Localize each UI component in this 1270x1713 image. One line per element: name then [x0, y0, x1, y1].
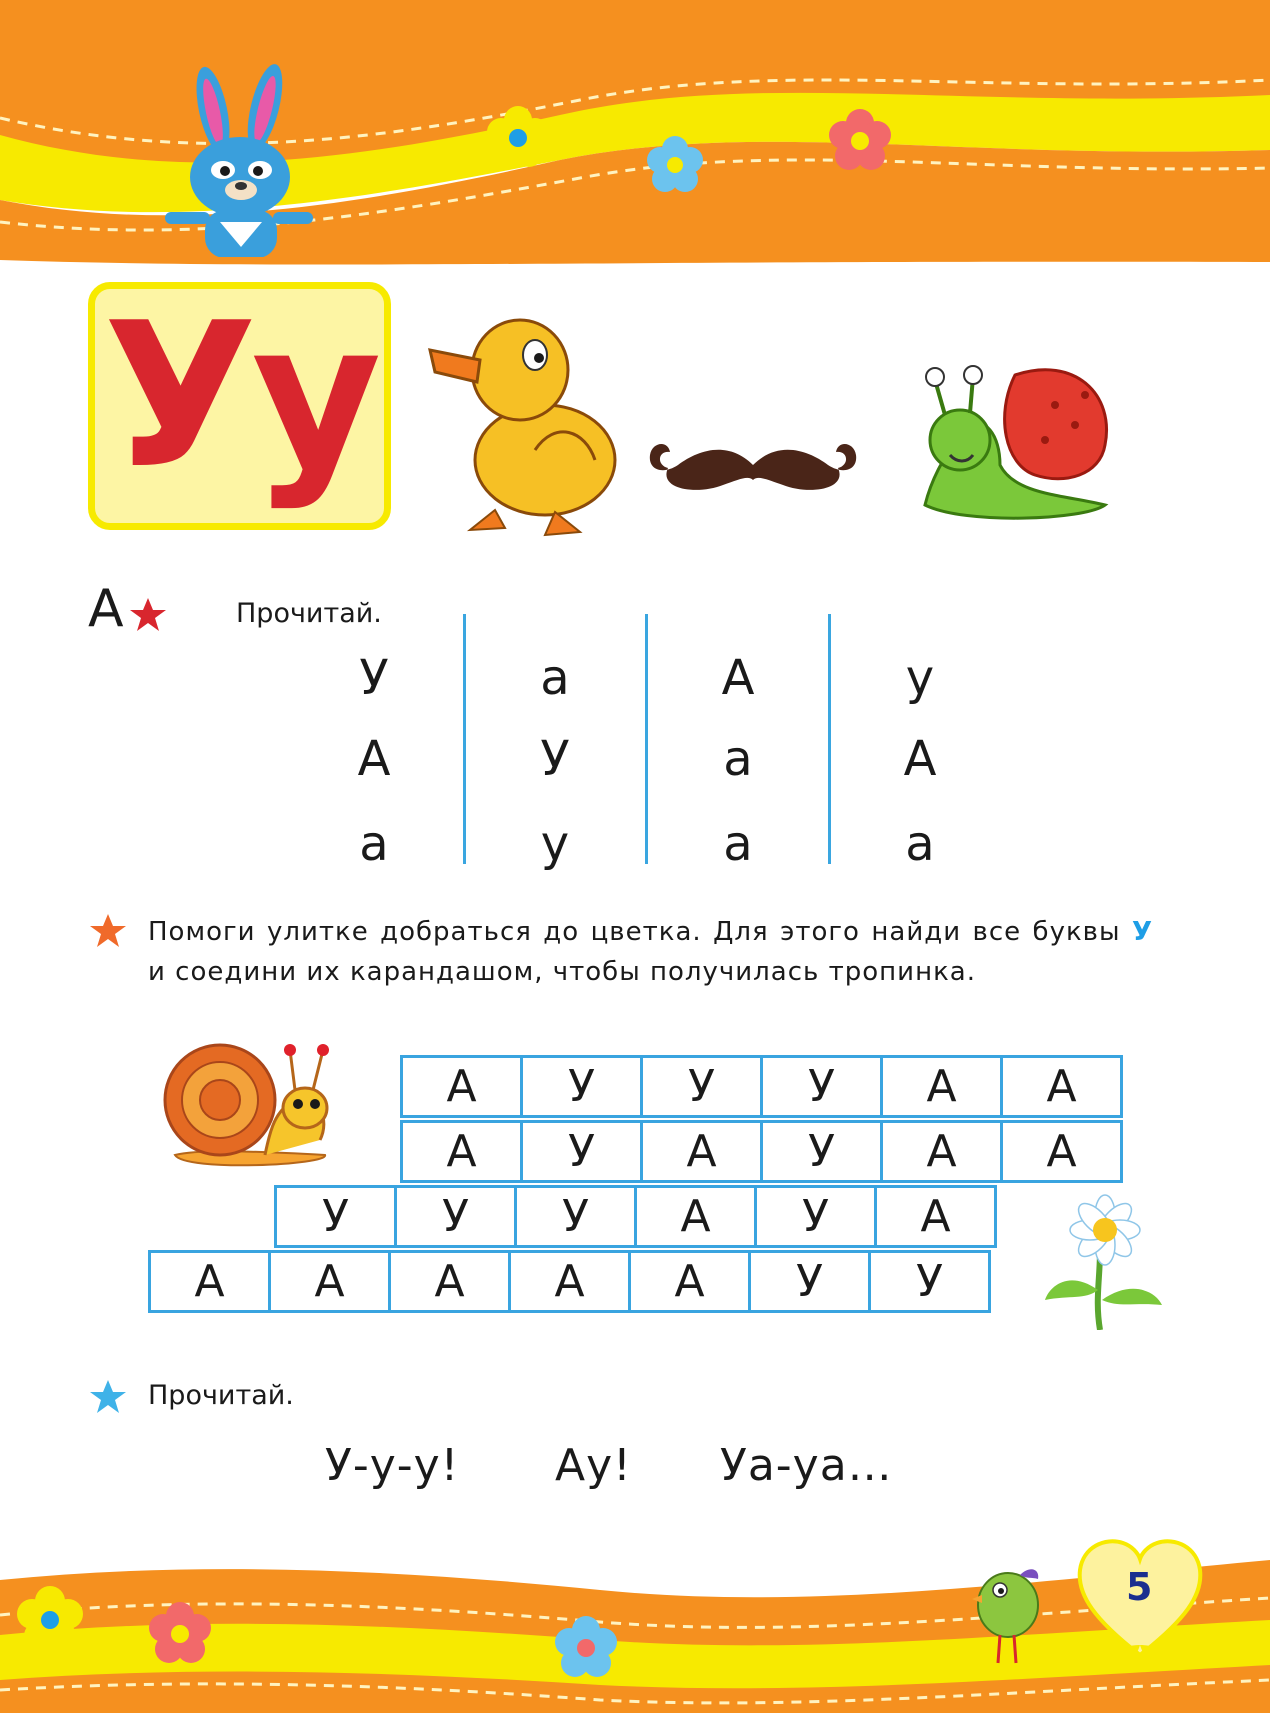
grid-cell[interactable]: А: [882, 1057, 1002, 1117]
flower-icon: [480, 100, 556, 176]
grid-cell[interactable]: А: [882, 1122, 1002, 1182]
letter-grid-row-3: [274, 1185, 997, 1248]
flower-icon: [822, 103, 898, 179]
read-letter: а: [540, 650, 570, 706]
grid-cell[interactable]: А: [636, 1187, 756, 1247]
mustache-illustration: [638, 420, 868, 510]
reading-word-1: У-у-у!: [325, 1440, 460, 1491]
grid-cell[interactable]: А: [390, 1252, 510, 1312]
read-letter: а: [359, 816, 389, 872]
grid-cell[interactable]: У: [870, 1252, 990, 1312]
read-letter: а: [723, 816, 753, 872]
task2-instructions: [148, 912, 1153, 992]
grid-cell[interactable]: А: [510, 1252, 630, 1312]
snail-illustration: [155, 1040, 355, 1175]
read-letter: А: [721, 650, 755, 706]
task-marker-a: А: [88, 579, 124, 639]
column-divider: [645, 614, 648, 864]
flower-icon: [548, 1610, 624, 1686]
read-letter: у: [905, 650, 935, 706]
letter-grid-row-4: [148, 1250, 991, 1313]
reading-word-3: Уа-уа…: [720, 1440, 893, 1491]
leaf-icon: [1095, 1640, 1185, 1680]
flower-icon: [142, 1596, 218, 1672]
daisy-flower-illustration: [1040, 1190, 1165, 1330]
letter-grid-row-2: [400, 1120, 1123, 1183]
grid-cell[interactable]: У: [522, 1057, 642, 1117]
duck-illustration: [425, 300, 620, 540]
grid-cell[interactable]: А: [402, 1057, 522, 1117]
grid-cell[interactable]: У: [642, 1057, 762, 1117]
bird-illustration: [970, 1555, 1050, 1665]
grid-cell[interactable]: У: [396, 1187, 516, 1247]
read-letter: А: [903, 731, 937, 787]
star-icon: [128, 596, 168, 634]
snail-illustration: [905, 355, 1115, 530]
star-icon: [88, 1378, 128, 1416]
letter-card-text: Уу: [103, 280, 376, 513]
grid-cell[interactable]: А: [150, 1252, 270, 1312]
grid-cell[interactable]: У: [276, 1187, 396, 1247]
grid-cell[interactable]: А: [876, 1187, 996, 1247]
grid-cell[interactable]: У: [750, 1252, 870, 1312]
bunny-icon: [165, 62, 315, 257]
grid-cell[interactable]: У: [516, 1187, 636, 1247]
task2-text-after: и соедини их карандашом, чтобы получилась тропинка.: [148, 957, 976, 987]
flower-icon: [10, 1580, 90, 1660]
grid-cell[interactable]: У: [762, 1057, 882, 1117]
reading-word-2: Ау!: [555, 1440, 632, 1491]
read-letter: а: [905, 816, 935, 872]
read-letter: у: [540, 816, 570, 872]
task2-text-before: Помоги улитке добраться до цветка. Для этого найди все буквы: [148, 917, 1132, 947]
read-letter: У: [359, 650, 389, 706]
task3-label: Прочитай.: [148, 1380, 294, 1411]
grid-cell[interactable]: А: [402, 1122, 522, 1182]
read-letter: а: [723, 731, 753, 787]
grid-cell[interactable]: А: [270, 1252, 390, 1312]
letter-card: [88, 282, 391, 530]
grid-cell[interactable]: У: [762, 1122, 882, 1182]
column-divider: [463, 614, 466, 864]
task2-highlight-letter: У: [1131, 917, 1153, 947]
grid-cell[interactable]: А: [1002, 1122, 1122, 1182]
flower-icon: [640, 130, 710, 200]
read-letter: А: [357, 731, 391, 787]
task1-label: Прочитай.: [236, 598, 382, 629]
read-letter: У: [540, 731, 570, 787]
column-divider: [828, 614, 831, 864]
grid-cell[interactable]: А: [630, 1252, 750, 1312]
grid-cell[interactable]: У: [522, 1122, 642, 1182]
star-icon: [88, 912, 128, 950]
page-number: 5: [1126, 1565, 1153, 1609]
letter-grid-row-1: [400, 1055, 1123, 1118]
grid-cell[interactable]: А: [1002, 1057, 1122, 1117]
grid-cell[interactable]: У: [756, 1187, 876, 1247]
grid-cell[interactable]: А: [642, 1122, 762, 1182]
